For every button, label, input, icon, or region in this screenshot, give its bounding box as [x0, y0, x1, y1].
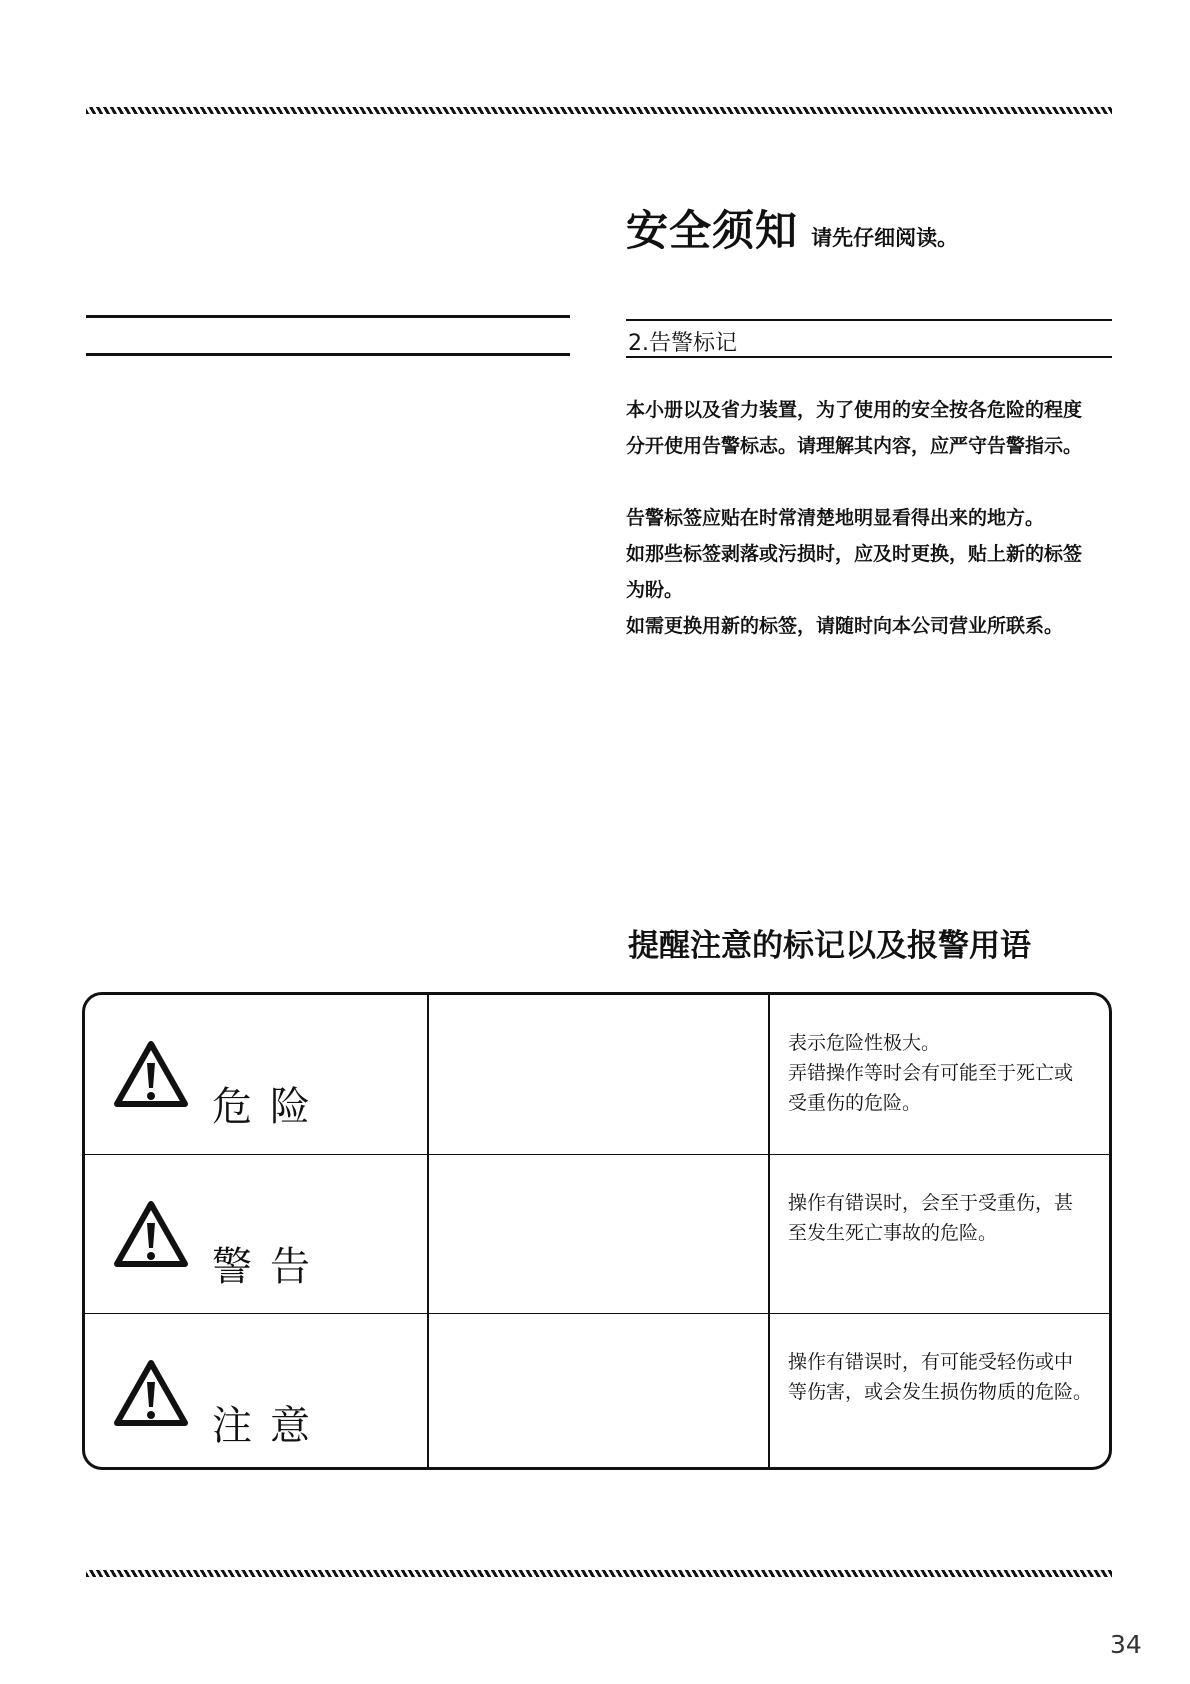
column-divider	[427, 1155, 429, 1313]
level-description-warning	[788, 1188, 1073, 1248]
paragraph-line: 告警标签应贴在时常清楚地明显看得出来的地方。	[626, 507, 1045, 529]
warning-triangle-icon	[113, 1199, 189, 1269]
level-label-caution: 注意	[212, 1403, 328, 1449]
paragraph-line: 本小册以及省力装置，为了使用的安全按各危险的程度	[626, 399, 1083, 421]
left-rule-top	[86, 315, 570, 318]
label-paragraph	[626, 500, 1116, 644]
section-rule-bottom	[626, 356, 1112, 358]
level-description-danger	[788, 1028, 1073, 1118]
description-line: 表示危险性极大。	[788, 1032, 941, 1054]
level-label-danger: 危险	[212, 1084, 328, 1130]
paragraph-line: 如那些标签剥落或污损时，应及时更换，贴上新的标签	[626, 543, 1083, 565]
table-row-caution	[85, 1313, 1109, 1470]
page-title-main: 安全须知	[626, 206, 799, 255]
column-divider	[768, 1314, 770, 1470]
level-label-warning: 警告	[212, 1244, 328, 1290]
column-divider	[427, 1314, 429, 1470]
warning-levels-table	[82, 992, 1112, 1470]
description-line: 弄错操作等时会有可能至于死亡或	[788, 1062, 1074, 1084]
level-description-caution	[788, 1347, 1092, 1407]
paragraph-line: 分开使用告警标志。请理解其内容，应严守告警指示。	[626, 435, 1083, 457]
section-title: 2.告警标记	[628, 331, 737, 356]
table-row-warning	[85, 1154, 1109, 1313]
intro-paragraph	[626, 392, 1116, 464]
column-divider	[427, 995, 429, 1154]
left-rule-bottom	[86, 353, 570, 356]
warning-triangle-icon	[113, 1039, 189, 1109]
bottom-hatched-border	[86, 1570, 1112, 1577]
description-line: 受重伤的危险。	[788, 1092, 922, 1114]
page-number: 34	[1110, 1630, 1142, 1659]
section-rule-top	[626, 319, 1112, 321]
column-divider	[768, 1155, 770, 1313]
paragraph-line: 为盼。	[626, 579, 684, 601]
warning-triangle-icon	[113, 1358, 189, 1428]
table-row-danger	[85, 995, 1109, 1154]
table-heading: 提醒注意的标记以及报警用语	[628, 928, 1031, 964]
description-line: 至发生死亡事故的危险。	[788, 1222, 998, 1244]
description-line: 等伤害，或会发生损伤物质的危险。	[788, 1381, 1093, 1403]
description-line: 操作有错误时，会至于受重伤，甚	[788, 1192, 1074, 1214]
top-hatched-border	[86, 107, 1112, 114]
page-title	[626, 198, 958, 258]
column-divider	[768, 995, 770, 1154]
description-line: 操作有错误时，有可能受轻伤或中	[788, 1351, 1074, 1373]
paragraph-line: 如需更换用新的标签，请随时向本公司营业所联系。	[626, 615, 1064, 637]
page-title-subtitle: 请先仔细阅读。	[811, 226, 959, 250]
